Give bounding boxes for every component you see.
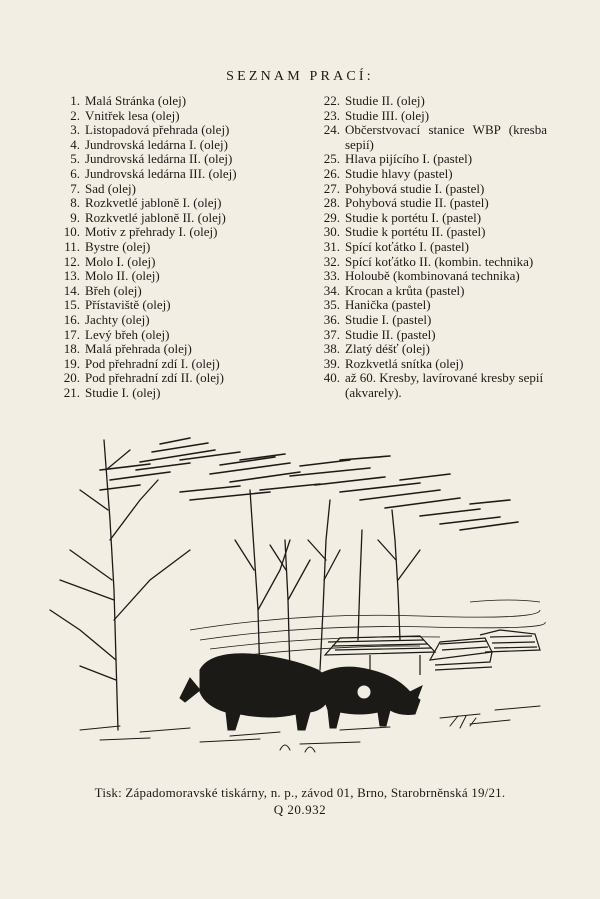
list-item bbox=[312, 328, 547, 343]
item-title: Pohybová studie II. (pastel) bbox=[345, 195, 489, 211]
item-number: 13. bbox=[63, 268, 80, 284]
item-title: Malá přehrada (olej) bbox=[85, 341, 192, 357]
item-number: 10. bbox=[63, 224, 80, 240]
list-item bbox=[312, 371, 547, 400]
item-number: 32. bbox=[323, 253, 340, 269]
item-number: 38. bbox=[323, 341, 340, 357]
list-item bbox=[52, 138, 292, 153]
list-item bbox=[52, 342, 292, 357]
cows bbox=[180, 654, 422, 730]
item-number: 5. bbox=[70, 151, 80, 167]
list-item bbox=[52, 284, 292, 299]
item-number: 36. bbox=[323, 311, 340, 327]
item-number: 28. bbox=[323, 195, 340, 211]
list-item bbox=[312, 298, 547, 313]
item-number: 26. bbox=[323, 165, 340, 181]
item-title: Levý břeh (olej) bbox=[85, 326, 170, 342]
list-item bbox=[312, 284, 547, 299]
item-number: 20. bbox=[63, 370, 80, 386]
item-number: 31. bbox=[323, 238, 340, 254]
item-title: Listopadová přehrada (olej) bbox=[85, 122, 230, 138]
item-number: 27. bbox=[323, 180, 340, 196]
list-item bbox=[312, 269, 547, 284]
list-item bbox=[52, 371, 292, 386]
item-number: 11. bbox=[64, 238, 80, 254]
list-item bbox=[312, 313, 547, 328]
list-item bbox=[312, 255, 547, 270]
item-number: 34. bbox=[323, 282, 340, 298]
item-number: 21. bbox=[63, 384, 80, 400]
list-item bbox=[52, 298, 292, 313]
list-item bbox=[52, 123, 292, 138]
list-item bbox=[52, 328, 292, 343]
list-item bbox=[52, 167, 292, 182]
works-list-right bbox=[312, 94, 547, 400]
list-item bbox=[52, 152, 292, 167]
item-title: Pod přehradní zdí II. (olej) bbox=[85, 370, 224, 386]
item-number: 12. bbox=[63, 253, 80, 269]
item-title: Studie II. (pastel) bbox=[345, 326, 436, 342]
item-number: 24. bbox=[323, 122, 340, 138]
item-title: Malá Stránka (olej) bbox=[85, 93, 187, 108]
list-item bbox=[312, 240, 547, 255]
list-item bbox=[312, 94, 547, 109]
item-title: Rozkvetlé jabloně II. (olej) bbox=[85, 209, 226, 225]
list-item bbox=[52, 240, 292, 255]
item-title: Bystre (olej) bbox=[85, 238, 151, 254]
item-title: Krocan a krůta (pastel) bbox=[345, 282, 465, 298]
item-number: 19. bbox=[63, 355, 80, 371]
item-title: Jundrovská ledárna I. (olej) bbox=[85, 136, 228, 152]
list-item bbox=[52, 269, 292, 284]
item-number: 4. bbox=[70, 136, 80, 152]
item-title: Studie k portétu II. (pastel) bbox=[345, 224, 486, 240]
list-item bbox=[312, 357, 547, 372]
item-number: 25. bbox=[323, 151, 340, 167]
item-number: 37. bbox=[323, 326, 340, 342]
item-title: až 60. Kresby, lavírované kresby sepií (akvarely). bbox=[345, 370, 544, 400]
item-title: Studie II. (olej) bbox=[345, 93, 425, 108]
item-title: Holoubě (kombinovaná technika) bbox=[345, 268, 520, 284]
item-title: Hlava pijícího I. (pastel) bbox=[345, 151, 473, 167]
list-heading: SEZNAM PRACÍ: bbox=[226, 69, 374, 84]
list-item bbox=[312, 167, 547, 182]
list-item bbox=[312, 182, 547, 197]
item-title: Jundrovská ledárna III. (olej) bbox=[85, 165, 237, 181]
list-item bbox=[312, 152, 547, 167]
item-number: 17. bbox=[63, 326, 80, 342]
item-title: Sad (olej) bbox=[85, 180, 136, 196]
list-item bbox=[312, 342, 547, 357]
item-title: Motiv z přehrady I. (olej) bbox=[85, 224, 218, 240]
item-number: 18. bbox=[63, 341, 80, 357]
sky-cloud-hatching bbox=[100, 438, 518, 530]
item-title: Rozkvetlé jabloně I. (olej) bbox=[85, 195, 222, 211]
item-number: 14. bbox=[63, 282, 80, 298]
list-item bbox=[52, 211, 292, 226]
item-title: Rozkvetlá snítka (olej) bbox=[345, 355, 464, 371]
item-title: Zlatý déšť (olej) bbox=[345, 341, 430, 357]
item-number: 3. bbox=[70, 122, 80, 138]
item-title: Občerstvovací stanice WBP (kresba sepií) bbox=[345, 122, 547, 152]
item-title: Molo II. (olej) bbox=[85, 268, 160, 284]
item-number: 7. bbox=[70, 180, 80, 196]
item-title: Studie I. (pastel) bbox=[345, 311, 432, 327]
item-title: Spící koťátko I. (pastel) bbox=[345, 238, 469, 254]
item-title: Studie hlavy (pastel) bbox=[345, 165, 453, 181]
item-title: Vnitřek lesa (olej) bbox=[85, 107, 180, 123]
print-order-code: Q 20.932 bbox=[273, 802, 327, 817]
item-title: Spící koťátko II. (kombin. technika) bbox=[345, 253, 534, 269]
list-item bbox=[52, 109, 292, 124]
item-title: Studie I. (olej) bbox=[85, 384, 161, 400]
item-number: 9. bbox=[70, 209, 80, 225]
item-number: 33. bbox=[323, 268, 340, 284]
item-title: Břeh (olej) bbox=[85, 282, 142, 298]
item-number: 23. bbox=[323, 107, 340, 123]
list-item bbox=[52, 386, 292, 401]
item-number: 16. bbox=[63, 311, 80, 327]
list-item bbox=[52, 196, 292, 211]
item-title: Pohybová studie I. (pastel) bbox=[345, 180, 485, 196]
item-title: Přístaviště (olej) bbox=[85, 297, 171, 313]
ink-landscape-illustration bbox=[40, 430, 560, 770]
item-number: 29. bbox=[323, 209, 340, 225]
item-title: Studie III. (olej) bbox=[345, 107, 430, 123]
printer-imprint: Tisk: Západomoravské tiskárny, n. p., závod 01, Brno, Starobrněnská 19/21. bbox=[94, 785, 506, 800]
list-item bbox=[52, 255, 292, 270]
item-number: 8. bbox=[70, 195, 80, 211]
item-number: 22. bbox=[323, 93, 340, 108]
list-item bbox=[312, 225, 547, 240]
item-title: Molo I. (olej) bbox=[85, 253, 156, 269]
list-item bbox=[312, 123, 547, 152]
list-item bbox=[312, 196, 547, 211]
list-item bbox=[312, 109, 547, 124]
item-number: 1. bbox=[70, 93, 80, 108]
list-item bbox=[52, 182, 292, 197]
item-title: Studie k portétu I. (pastel) bbox=[345, 209, 482, 225]
item-number: 30. bbox=[323, 224, 340, 240]
item-title: Hanička (pastel) bbox=[345, 297, 431, 313]
item-number: 35. bbox=[323, 297, 340, 313]
works-list-left bbox=[52, 94, 292, 400]
list-item bbox=[52, 357, 292, 372]
item-number: 15. bbox=[63, 297, 80, 313]
item-number: 39. bbox=[323, 355, 340, 371]
item-number: 2. bbox=[70, 107, 80, 123]
item-title: Jundrovská ledárna II. (olej) bbox=[85, 151, 233, 167]
item-number: 40. bbox=[323, 370, 340, 386]
item-number: 6. bbox=[70, 165, 80, 181]
item-title: Pod přehradní zdí I. (olej) bbox=[85, 355, 220, 371]
list-item bbox=[52, 225, 292, 240]
item-title: Jachty (olej) bbox=[85, 311, 150, 327]
list-item bbox=[52, 94, 292, 109]
list-item bbox=[312, 211, 547, 226]
list-item bbox=[52, 313, 292, 328]
